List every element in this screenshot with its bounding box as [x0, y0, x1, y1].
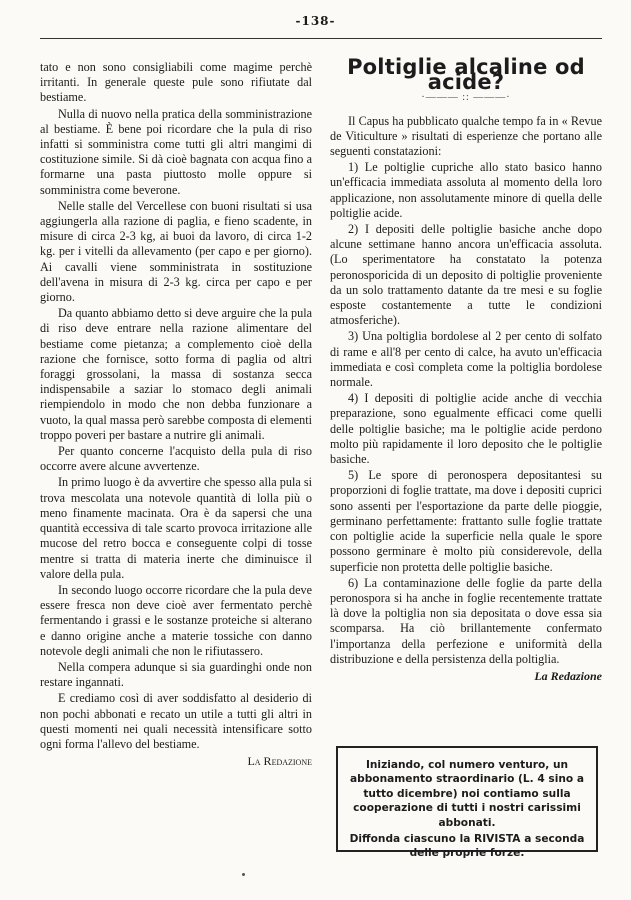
- right-paragraph-7: 6) La contaminazione delle foglie da parte della peronospora si ha anche in foglie recentemente trattate là dove la poltiglia non sia depositata o dove essa sia scomparsa. Ha ciò brillantemente confermato l'importanza della perfezione e uniformità della distribuzione e della persistenza della poltiglia.: [330, 575, 602, 666]
- right-column: [330, 55, 602, 684]
- header-rule: [40, 38, 602, 39]
- right-paragraph-2: 1) Le poltiglie cupriche allo stato basico hanno un'efficacia immediata assoluta al momento della loro applicazione, non assolutamente minore di quella delle poltiglie acide.: [330, 160, 602, 220]
- left-paragraph-3: Nelle stalle del Vercellese con buoni risultati si usa aggiungerla alla razione di paglia, e fieno scadente, in misure di circa 2-3 kg, ai buoi da lavoro, di circa 1-2 kg. per i vitelli da allevamento (per capo e per giorno). Ai cavalli viene somministrata in sostituzione dell'avena in misura di 2-3 kg. circa per capo e per giorno.: [40, 198, 312, 305]
- left-paragraph-5: Per quanto concerne l'acquisto della pula di riso occorre avere alcune avvertenze.: [40, 444, 312, 474]
- left-signature: La Redazione: [247, 754, 312, 769]
- right-paragraph-3: 2) I depositi delle poltiglie basiche anche dopo alcune settimane hanno ancora un'efficacia assoluta. (Lo sperimentatore ha constatato la potenza peronosporicida di un deposito di poltiglie proveniente da un solo trattamento datante da tre mesi e su foglie esposte costantemente a tutte le condizioni atmosferiche).: [330, 222, 602, 328]
- left-paragraph-4: Da quanto abbiamo detto si deve arguire che la pula di riso deve entrare nella razione alimentare del bestiame come pietanza; a complemento cioè della razione che fornisce, sotto forma di paglia od altri foraggi grossolani, la massa di sostanza secca indispensabile a saziar lo stomaco degli animali riempiendolo in modo che non debba funzionare a vuoto, la qual massa però sarebbe composta di elementi troppo poveri per bastare a nutrire gli animali.: [40, 306, 312, 442]
- right-signature: La Redazione: [534, 668, 602, 683]
- page-number: -138-: [295, 14, 336, 28]
- left-column: [40, 60, 312, 769]
- left-paragraph-1: tato e non sono consigliabili come magime perchè irritanti. In generale queste pule sono rifiutate dal bestiame.: [40, 60, 312, 105]
- right-paragraph-6: 5) Le spore di peronospera depositantesi su proporzioni di foglie trattate, ma dove i depositi cuprici sono assenti per l'esportazione da parte delle pioggie, germinano perfettamente: frattanto sulle foglie trattate con poltiglie acide la superficie nella quale le spore possono germinare è molto più considerevole, della superficie non protetta delle poltiglie basiche.: [330, 468, 602, 574]
- right-paragraph-5: 4) I depositi di poltiglie acide anche di vecchia preparazione, sono egualmente efficaci come quelli delle poltiglie basiche; ma le poltiglie acide perdono molto più rapidamente il loro deposito che le poltiglie basiche.: [330, 391, 602, 467]
- left-paragraph-7: In secondo luogo occorre ricordare che la pula deve essere fresca non deve cioè aver fermentato perchè fermentando i grassi e le sostanze proteiche si alterano e danno origine anche a materie tossiche con danno notevole degli animali che non le rifiutassero.: [40, 582, 312, 658]
- right-paragraph-4: 3) Una poltiglia bordolese al 2 per cento di solfato di rame e all'8 per cento di calce, ha avuto un'efficacia immediata e così completa come la poltiglia bordolese normale.: [330, 329, 602, 390]
- article-title: Poltiglie alcaline od acide?: [347, 55, 585, 95]
- right-paragraph-1: Il Capus ha pubblicato qualche tempo fa in « Revue de Viticulture » risultati di esperienze che portano alle seguenti constatazioni:: [330, 113, 602, 159]
- notice-text-2: Diffonda ciascuno la RIVISTA a seconda delle proprie forze.: [349, 833, 585, 860]
- ink-dot: [242, 873, 245, 876]
- subscription-notice-box: [336, 746, 598, 860]
- title-ornament: ·——— :: ———·: [421, 92, 511, 104]
- left-paragraph-9: E crediamo così di aver soddisfatto al desiderio di non pochi abbonati e recato un utile a tutti gli altri in questi momenti nei quali necessità intensificare sotto ogni forma l'allevo del bestiame.: [40, 691, 312, 751]
- left-paragraph-2: Nulla di nuovo nella pratica della somministrazione al bestiame. È bene poi ricordare che la pula di riso infatti si somministra come tutti gli altri mangimi di costituzione simile. Si dà cioè bagnata con acqua fino a formarne una pasta piuttosto molle oppure si somministra come beverone.: [40, 106, 312, 197]
- notice-text: Iniziando, col numero venturo, un abbonamento straordinario (L. 4 sino a tutto dicembre) noi contiamo sulla cooperazione di tutti i nostri carissimi abbonati.: [349, 759, 584, 829]
- left-paragraph-8: Nella compera adunque si sia guardinghi onde non restare ingannati.: [40, 659, 312, 690]
- left-paragraph-6: In primo luogo è da avvertire che spesso alla pula si trova mescolata una notevole quantità di lolla più o meno finamente macinata. Ora è da sapersi che una quantità eccessiva di tale scarto provoca irritazione alle mucose del retro bocca e conseguente colpi di tosse mentre si tratta di materia inerte che diminuisce il valore della pula.: [40, 475, 312, 581]
